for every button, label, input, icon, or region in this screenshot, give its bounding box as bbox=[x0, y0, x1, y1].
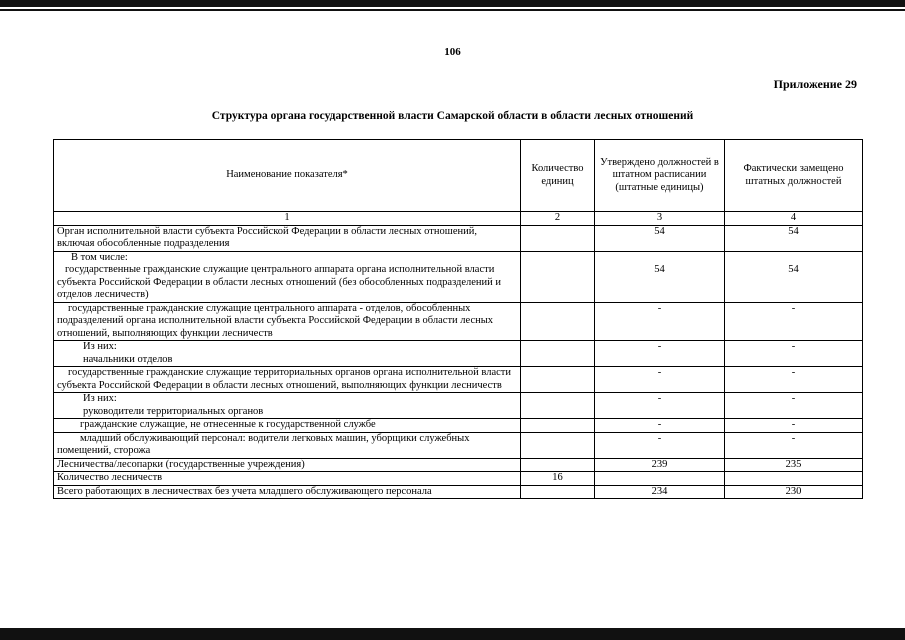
row-approved: - bbox=[595, 419, 725, 433]
table-row bbox=[54, 341, 863, 367]
column-number-row bbox=[54, 212, 863, 226]
table-row bbox=[54, 458, 863, 472]
row-approved: 239 bbox=[595, 458, 725, 472]
row-quantity bbox=[521, 225, 595, 251]
row-prefix: Из них: bbox=[83, 341, 117, 352]
column-number: 4 bbox=[725, 212, 863, 226]
table-row bbox=[54, 432, 863, 458]
row-approved bbox=[595, 472, 725, 486]
header-approved-positions: Утверждено должностей в штатном расписании (штатные единицы) bbox=[595, 140, 725, 212]
table-row bbox=[54, 485, 863, 499]
row-approved: 234 bbox=[595, 485, 725, 499]
row-approved: 54 bbox=[595, 251, 725, 302]
row-label: государственные гражданские служащие центрального аппарата органа исполнительной власти субъекта Российской Федерации в области лесных отношений (без обособленных подразделений и отделов лесничеств) bbox=[57, 264, 502, 300]
header-actual-positions: Фактически замещено штатных должностей bbox=[725, 140, 863, 212]
header-quantity: Количество единиц bbox=[521, 140, 595, 212]
row-actual: - bbox=[725, 341, 863, 367]
row-approved: 54 bbox=[595, 225, 725, 251]
table-row bbox=[54, 251, 863, 302]
row-label-cell bbox=[54, 341, 521, 367]
header-indicator-name: Наименование показателя* bbox=[54, 140, 521, 212]
column-number: 1 bbox=[54, 212, 521, 226]
row-label: гражданские служащие, не отнесенные к государственной службе bbox=[54, 419, 521, 433]
bottom-border-bar bbox=[0, 628, 905, 640]
table-row bbox=[54, 225, 863, 251]
row-actual: - bbox=[725, 419, 863, 433]
row-actual bbox=[725, 472, 863, 486]
row-quantity bbox=[521, 341, 595, 367]
top-border-bar bbox=[0, 0, 905, 7]
row-label: Орган исполнительной власти субъекта Российской Федерации в области лесных отношений, включая обособленные подразделения bbox=[54, 225, 521, 251]
appendix-label: Приложение 29 bbox=[773, 77, 857, 91]
row-label: Количество лесничеств bbox=[54, 472, 521, 486]
table-row bbox=[54, 472, 863, 486]
row-prefix: Из них: bbox=[83, 393, 117, 404]
top-border-line bbox=[0, 9, 905, 11]
row-approved: - bbox=[595, 432, 725, 458]
row-label: государственные гражданские служащие территориальных органов органа исполнительной власти субъекта Российской Федерации в области лесных отношений, выполняющих функции лесничеств bbox=[57, 367, 512, 391]
table-row bbox=[54, 393, 863, 419]
row-quantity bbox=[521, 432, 595, 458]
row-approved: - bbox=[595, 367, 725, 393]
row-actual: - bbox=[725, 367, 863, 393]
table-row bbox=[54, 367, 863, 393]
row-actual: - bbox=[725, 302, 863, 341]
row-actual: 235 bbox=[725, 458, 863, 472]
row-prefix: В том числе: bbox=[71, 251, 128, 263]
row-quantity bbox=[521, 419, 595, 433]
row-quantity bbox=[521, 251, 595, 302]
row-quantity bbox=[521, 302, 595, 341]
row-label: Лесничества/лесопарки (государственные учреждения) bbox=[54, 458, 521, 472]
row-actual: 230 bbox=[725, 485, 863, 499]
row-label: начальники отделов bbox=[83, 353, 173, 365]
column-number: 2 bbox=[521, 212, 595, 226]
row-approved: - bbox=[595, 341, 725, 367]
row-quantity: 16 bbox=[521, 472, 595, 486]
row-label-cell bbox=[54, 432, 521, 458]
row-quantity bbox=[521, 393, 595, 419]
row-label-cell bbox=[54, 251, 521, 302]
table-row bbox=[54, 419, 863, 433]
row-quantity bbox=[521, 367, 595, 393]
page-number: 106 bbox=[444, 46, 461, 58]
row-label: государственные гражданские служащие центрального аппарата - отделов, обособленных подразделений органа исполнительной власти субъекта Российской Федерации в области лесных отношений, выполняющих функции лесничеств bbox=[57, 302, 494, 339]
table-row bbox=[54, 302, 863, 341]
row-approved: - bbox=[595, 393, 725, 419]
row-actual: - bbox=[725, 432, 863, 458]
column-number: 3 bbox=[595, 212, 725, 226]
table-header-row bbox=[54, 140, 863, 212]
row-label: руководители территориальных органов bbox=[83, 405, 264, 417]
row-label: младший обслуживающий персонал: водители легковых машин, уборщики служебных помещений, сторожа bbox=[57, 432, 470, 456]
row-quantity bbox=[521, 458, 595, 472]
row-actual: 54 bbox=[725, 225, 863, 251]
row-actual: - bbox=[725, 393, 863, 419]
row-label-cell bbox=[54, 393, 521, 419]
row-quantity bbox=[521, 485, 595, 499]
row-approved: - bbox=[595, 302, 725, 341]
row-label-cell bbox=[54, 367, 521, 393]
row-actual: 54 bbox=[725, 251, 863, 302]
document-title: Структура органа государственной власти Самарской области в области лесных отношений bbox=[211, 110, 694, 122]
row-label: Всего работающих в лесничествах без учета младшего обслуживающего персонала bbox=[54, 485, 521, 499]
row-label-cell bbox=[54, 302, 521, 341]
structure-table bbox=[53, 139, 863, 499]
